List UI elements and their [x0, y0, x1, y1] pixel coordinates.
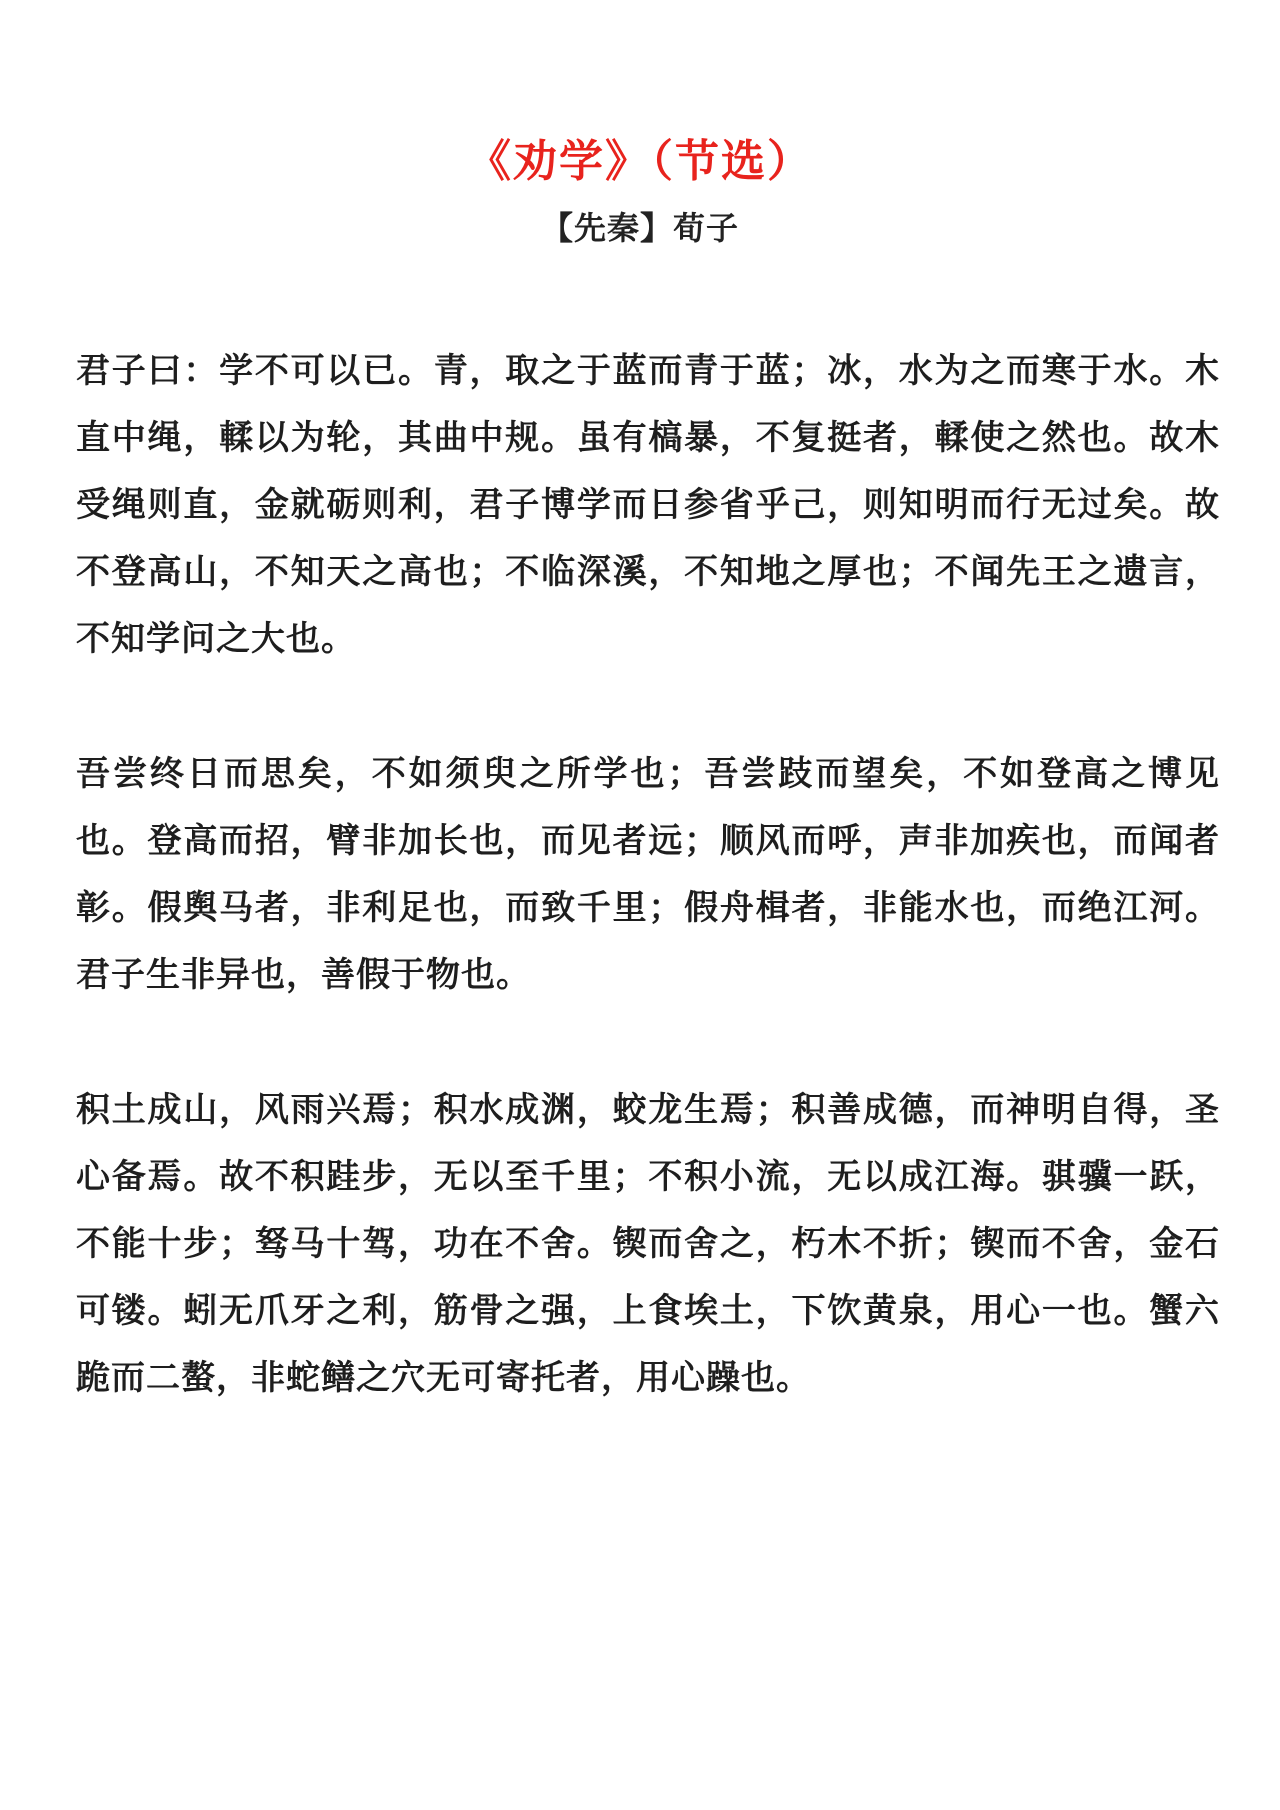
- page-title: 《劝学》（节选）: [467, 136, 813, 187]
- paragraph-1: 君子曰：学不可以已。青，取之于蓝而青于蓝；冰，水为之而寒于水。木直中绳，輮以为轮，其曲中规。虽有槁暴，不复挺者，輮使之然也。故木受绳则直，金就砺则利，君子博学而日参省乎己，则知明而行无过矣。故不登高山，不知天之高也；不临深溪，不知地之厚也；不闻先王之遗言，不知学问之大也。: [76, 351, 1220, 659]
- author-line: 【先秦】荀子: [540, 209, 739, 247]
- paragraph-3: 积土成山，风雨兴焉；积水成渊，蛟龙生焉；积善成德，而神明自得，圣心备焉。故不积跬步，无以至千里；不积小流，无以成江海。骐骥一跃，不能十步；驽马十驾，功在不舍。锲而舍之，朽木不折；锲而不舍，金石可镂。蚓无爪牙之利，筋骨之强，上食埃土，下饮黄泉，用心一也。蟹六跪而二螯，非蛇鳝之穴无可寄托者，用心躁也。: [76, 1090, 1220, 1398]
- text-body: [76, 338, 1220, 1480]
- paragraph-2: 吾尝终日而思矣，不如须臾之所学也；吾尝跂而望矣，不如登高之博见也。登高而招，臂非加长也，而见者远；顺风而呼，声非加疾也，而闻者彰。假舆马者，非利足也，而致千里；假舟楫者，非能水也，而绝江河。君子生非异也，善假于物也。: [76, 754, 1220, 995]
